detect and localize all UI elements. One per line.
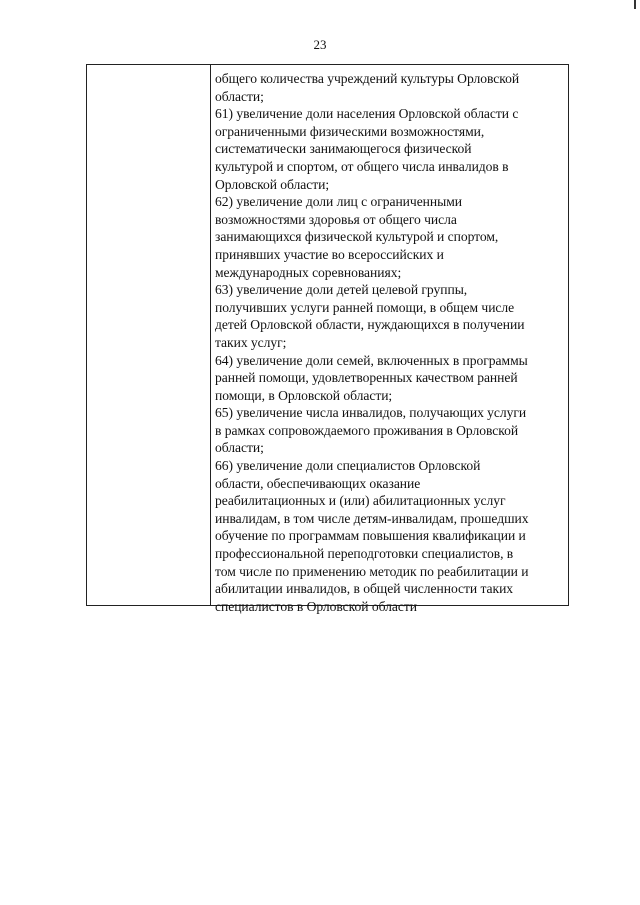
text-line: том числе по применению методик по реабилитации и xyxy=(215,563,529,579)
text-line: 65) увеличение числа инвалидов, получающих услуги xyxy=(215,405,527,421)
text-line: систематически занимающегося физической xyxy=(215,141,472,157)
text-line: области, обеспечивающих оказание xyxy=(215,475,421,491)
text-line: реабилитационных и (или) абилитационных услуг xyxy=(215,493,506,509)
table-right-cell xyxy=(211,65,568,614)
text-line: абилитации инвалидов, в общей численности таких xyxy=(215,581,514,597)
text-line: Орловской области; xyxy=(215,176,330,192)
table-left-cell-empty xyxy=(87,65,211,605)
document-table xyxy=(86,64,569,614)
page-number: 23 xyxy=(313,37,327,52)
text-line: общего количества учреждений культуры Орловской xyxy=(215,71,520,86)
text-line: культурой и спортом, от общего числа инвалидов в xyxy=(215,158,509,174)
text-line: 62) увеличение доли лиц с ограниченными xyxy=(215,194,462,210)
text-line: в рамках сопровождаемого проживания в Орловской xyxy=(215,422,519,438)
text-line: 64) увеличение доли семей, включенных в программы xyxy=(215,352,528,368)
text-line: 61) увеличение доли населения Орловской области с xyxy=(215,106,519,122)
text-line: области; xyxy=(215,440,264,456)
text-line: получивших услуги ранней помощи, в общем числе xyxy=(215,299,515,315)
text-line: инвалидам, в том числе детям-инвалидам, прошедших xyxy=(215,510,529,526)
text-line: принявших участие во всероссийских и xyxy=(215,246,444,262)
text-line: обучение по программам повышения квалификации и xyxy=(215,528,526,544)
text-line: международных соревнованиях; xyxy=(215,264,402,280)
text-line: профессиональной переподготовки специалистов, в xyxy=(215,546,514,562)
text-line: таких услуг; xyxy=(215,334,287,350)
text-line: ранней помощи, удовлетворенных качеством ранней xyxy=(215,370,518,386)
text-line: помощи, в Орловской области; xyxy=(215,387,393,403)
text-line: 63) увеличение доли детей целевой группы, xyxy=(215,282,468,298)
text-line: занимающихся физической культурой и спортом, xyxy=(215,229,499,245)
scan-edge-mark xyxy=(634,0,636,9)
text-line: возможностями здоровья от общего числа xyxy=(215,211,457,227)
text-line: специалистов в Орловской области xyxy=(215,598,417,614)
text-line: ограниченными физическими возможностями, xyxy=(215,123,485,139)
text-line: детей Орловской области, нуждающихся в получении xyxy=(215,317,525,333)
text-line: 66) увеличение доли специалистов Орловской xyxy=(215,458,481,474)
text-line: области; xyxy=(215,88,264,104)
